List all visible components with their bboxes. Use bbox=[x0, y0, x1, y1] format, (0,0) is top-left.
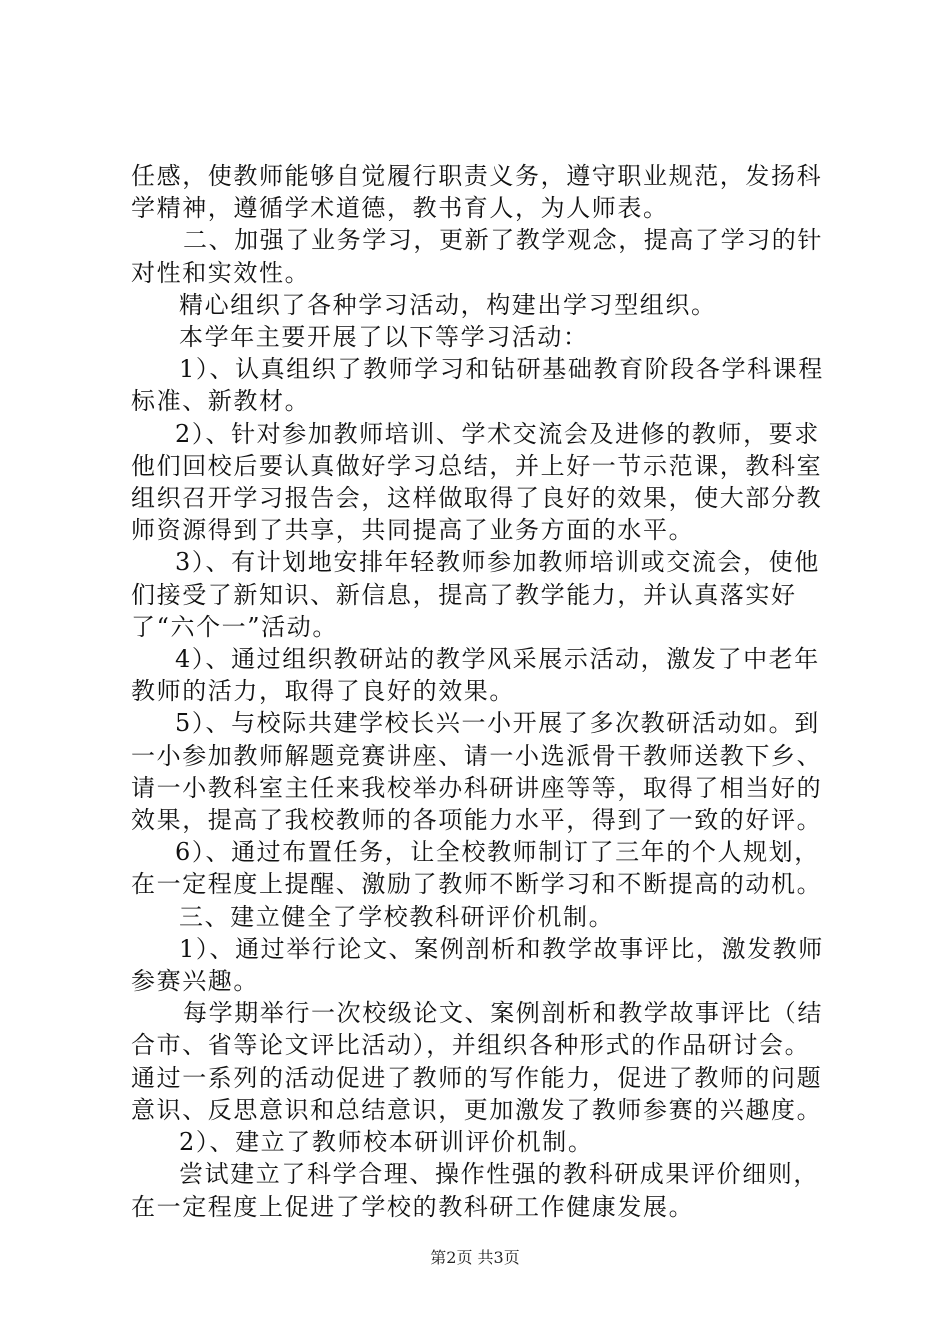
paragraph: 精心组织了各种学习活动，构建出学习型组织。 bbox=[179, 290, 717, 319]
paragraph: 2）、建立了教师校本研训评价机制。 bbox=[179, 1128, 594, 1157]
paragraph: 6）、通过布置任务，让全校教师制订了三年的个人规划，在一定程度上提醒、激励了教师不断学习和不断提高的动机。 bbox=[131, 838, 823, 899]
paragraph: 3）、有计划地安排年轻教师参加教师培训或交流会，使他们接受了新知识、新信息，提高了教学能力，并认真落实好了“六个一”活动。 bbox=[131, 548, 820, 641]
paragraph: 5）、与校际共建学校长兴一小开展了多次教研活动如。到一小参加教师解题竞赛讲座、请一小选派骨干教师送教下乡、请一小教科室主任来我校举办科研讲座等等，取得了相当好的效果，提高了我校教师的各项能力水平，得到了一致的好评。 bbox=[131, 709, 823, 835]
section-heading: 三、建立健全了学校教科研评价机制。 bbox=[179, 902, 615, 931]
document-body bbox=[131, 160, 831, 1223]
paragraph: 1）、通过举行论文、案例剖析和教学故事评比，激发教师参赛兴趣。 bbox=[131, 934, 824, 996]
paragraph: 二、加强了业务学习，更新了教学观念，提高了学习的针对性和实效性。 bbox=[131, 226, 823, 287]
paragraph: 1）、认真组织了教师学习和钻研基础教育阶段各学科课程标准、新教材。 bbox=[131, 355, 824, 416]
paragraph: 本学年主要开展了以下等学习活动： bbox=[179, 323, 589, 352]
paragraph: 2）、针对参加教师培训、学术交流会及进修的教师，要求他们回校后要认真做好学习总结，并上好一节示范课，教科室组织召开学习报告会，这样做取得了良好的效果，使大部分教师资源得到了共享，共同提高了业务方面的水平。 bbox=[131, 419, 823, 545]
paragraph: 每学期举行一次校级论文、案例剖析和教学故事评比（结合市、省等论文评比活动），并组织各种形式的作品研讨会。通过一系列的活动促进了教师的写作能力，促进了教师的问题意识、反思意识和总结意识，更加激发了教师参赛的兴趣度。 bbox=[131, 999, 823, 1124]
paragraph: 尝试建立了科学合理、操作性强的教科研成果评价细则，在一定程度上促进了学校的教科研工作健康发展。 bbox=[131, 1160, 819, 1221]
paragraph: 4）、通过组织教研站的教学风采展示活动，激发了中老年教师的活力，取得了良好的效果。 bbox=[131, 645, 820, 706]
page-number-footer: 第2页 共3页 bbox=[430, 1248, 520, 1267]
paragraph: 任感，使教师能够自觉履行职责义务，遵守职业规范，发扬科学精神，遵循学术道德，教书育人，为人师表。 bbox=[131, 162, 823, 223]
